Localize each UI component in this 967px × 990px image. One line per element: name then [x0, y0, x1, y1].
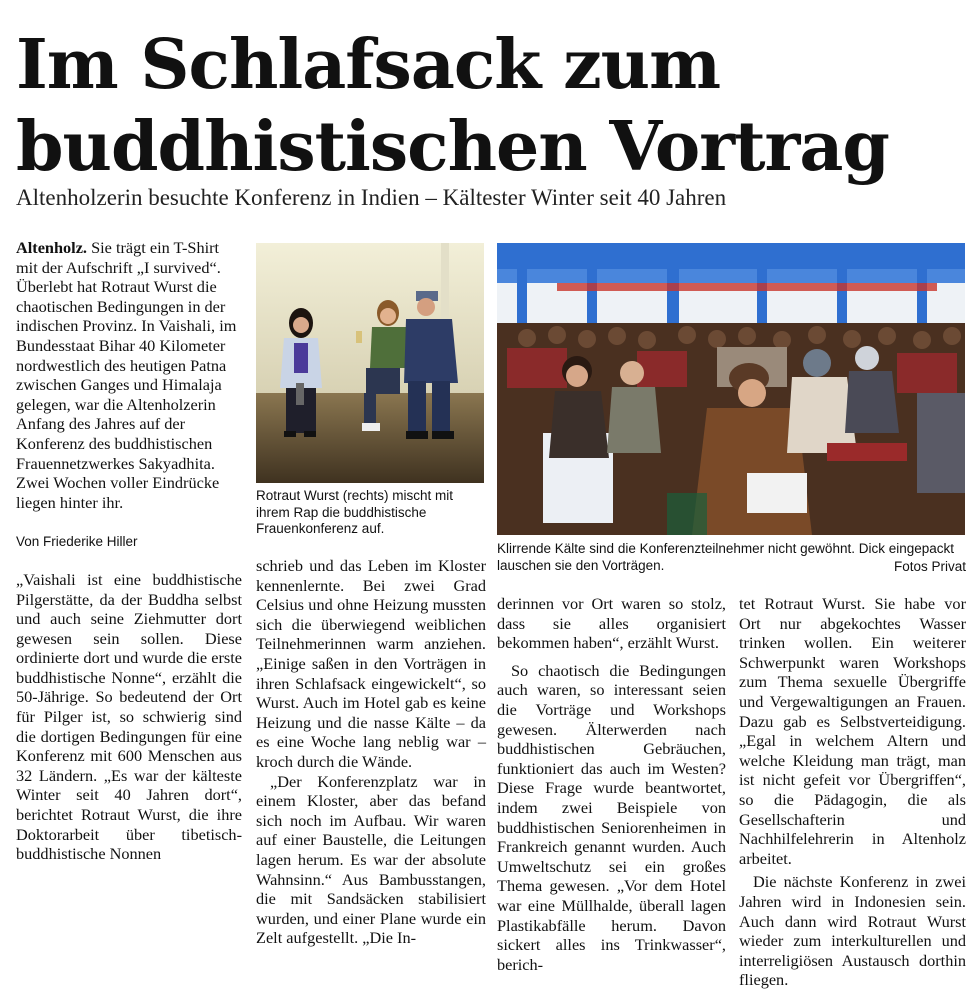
- photo-conference-image: [497, 243, 965, 535]
- headline: [16, 24, 889, 188]
- col3-paragraph-2: So chaotisch die Bedingungen auch waren, so interessant seien die Vorträge und Workshops gewesen. Älterwerden nach buddhistischen Gebräuchen, funktioniert das auch im Westen? Diese Frage wurde beantwortet, indem zwei Beispiele von buddhistischen Seniorenheimen in Frankreich genannt wurden. Auch Umweltschutz sei ein großes Thema gewesen. „Vor dem Hotel war eine Müllhalde, überall lagen Plastikabfälle herum. Davon sickert alles ins Trinkwasser“, berich-: [497, 660, 726, 974]
- col1-body: „Vaishali ist eine buddhistische Pilgerstätte, da der Buddha selbst und auch seine Ziehmutter dort gewesen sein sollen. Diese ordinierte dort und wurde die erste buddhistische Nonne“, erzählt die 50-Jährige. So bedeutend der Ort für Pilger ist, so schwierig sind die dortigen Bedingungen für eine Konferenz mit 600 Menschen aus 32 Ländern. „Es war der kälteste Winter seit 40 Jahren dort“, berichtet Rotraut Wurst, die ihre Doktorarbeit über tibetisch-buddhistische Nonnen: [16, 569, 242, 864]
- photo1-caption: Rotraut Wurst (rechts) mischt mit ihrem Rap die buddhistische Frauenkonferenz auf.: [256, 488, 454, 536]
- photo-credit: Fotos Privat: [893, 558, 966, 574]
- subheadline: Altenholzerin besuchte Konferenz in Indien – Kältester Winter seit 40 Jahren: [16, 185, 727, 210]
- lead-text: Sie trägt ein T-Shirt mit der Aufschrift „I survived“. Überlebt hat Rotraut Wurst die chaotischen Bedingungen in der indischen Provinz. In Vaishali, im Bundesstaat Bihar 40 Kilometer nordwestlich des heutigen Patna zwischen Ganges und Himalaja gelegen, war die Altenholzerin Anfang des Jahres auf der Konferenz des buddhistischen Frauennetzwerkes Sakyadhita. Zwei Wochen voller Eindrücke liegen hinter ihr.: [16, 238, 237, 512]
- column-2: [256, 556, 486, 948]
- column-3: [497, 594, 726, 974]
- column-4: [739, 594, 966, 990]
- photo2-caption: Klirrende Kälte sind die Konferenzteilnehmer nicht gewöhnt. Dick eingepackt lauschen sie den Vorträgen.: [497, 541, 955, 573]
- lead-paragraph: [16, 238, 242, 512]
- col2-paragraph-2: „Der Konferenzplatz war in einem Kloster, aber das befand sich noch im Aufbau. Wir waren auf einer Baustelle, die Leitungen lagen herum. Es war der absolute Wahnsinn.“ Aus Bambusstangen, die mit Sandsäcken stabilisiert wurden, und einer Plane wurde ein Zelt aufgestellt. „Die In-: [256, 771, 486, 948]
- col3-paragraph-1: derinnen vor Ort waren so stolz, dass sie alles organisiert bekommen haben“, erzählt Wurst.: [497, 594, 726, 653]
- col4-paragraph-2: Die nächste Konferenz in zwei Jahren wird in Indonesien sein. Auch dann wird Rotraut Wurst wieder zum interkulturellen und interreligiösen Austausch dorthin fliegen.: [739, 872, 966, 990]
- photo2-caption-block: [497, 541, 966, 575]
- photo-rotraut-wurst-image: [256, 243, 484, 483]
- col4-paragraph-1: tet Rotraut Wurst. Sie habe vor Ort nur abgekochtes Wasser trinken wollen. Ein weiterer Schwerpunkt waren Workshops zum Thema sexuelle Übergriffe und Vergewaltigungen an Frauen. Dazu gab es Selbstverteidigung. „Egal in welchem Altern und welche Kleidung man trägt, man ist nicht gefeit vor Übergriffen“, so die Pädagogin, die als Gesellschafterin und Nachhilfelehrerin in Altenholz arbeitet.: [739, 594, 966, 868]
- photo-rotraut-wurst: [256, 243, 484, 483]
- col2-paragraph-1: schrieb und das Leben im Kloster kennenlernte. Bei zwei Grad Celsius und ohne Heizung mussten sich die überwiegend weiblichen Teilnehmerinnen warm anziehen. „Einige saßen in den Vorträgen in ihren Schlafsack eingewickelt“, so Wurst. Auch im Hotel gab es keine Heizung und die nasse Kälte – da es eine Woche lang neblig war – kroch durch die Wände.: [256, 556, 486, 771]
- byline: Von Friederike Hiller: [16, 534, 138, 550]
- headline-line-1: Im Schlafsack zum: [16, 25, 721, 105]
- column-1: [16, 238, 242, 864]
- photo-conference: [497, 243, 965, 535]
- dateline: Altenholz.: [16, 238, 87, 257]
- headline-line-2: buddhistischen Vortrag: [16, 107, 889, 187]
